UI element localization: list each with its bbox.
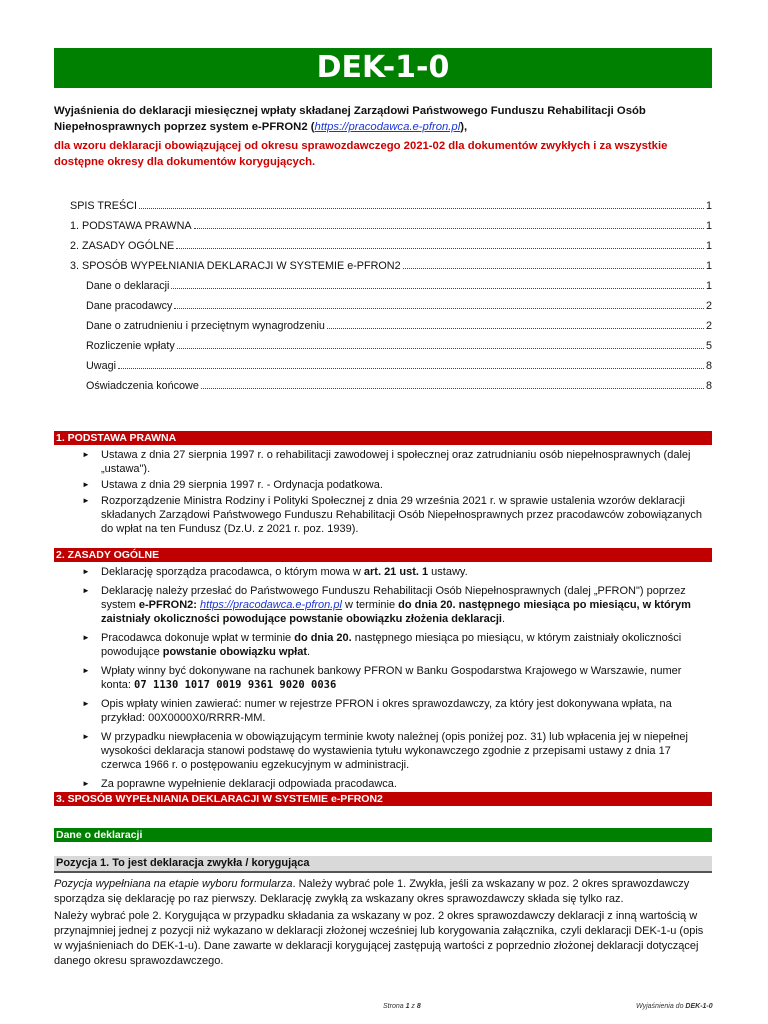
dot-leader bbox=[118, 367, 704, 369]
toc-subitem[interactable]: Oświadczenia końcowe 8 bbox=[86, 380, 712, 392]
bullet-arrow-icon: ► bbox=[82, 480, 90, 489]
legal-basis-list bbox=[54, 448, 712, 538]
toc-item[interactable]: 1. PODSTAWA PRAWNA 1 bbox=[70, 220, 712, 232]
bullet-arrow-icon: ► bbox=[82, 450, 90, 459]
position-1-paragraph-2: Należy wybrać pole 2. Korygująca w przypadku składania za wskazany w poz. 2 okres sprawozdawczy deklaracji z inną wartością w przynajmniej jednej z pozycji niż wykazano w deklaracji złożonej wcześniej lub korygowania załącznika, czyli deklaracji DEK-1-u (opis w wyjaśnieniach do DEK-1-u). Dane zawarte w deklaracji korygującej zastępują wartości z poprzednio złożonej deklaracji dotyczącej danego okresu sprawozdawczego. bbox=[54, 910, 704, 967]
list-item: ► Ustawa z dnia 27 sierpnia 1997 r. o rehabilitacji zawodowej i społecznej oraz zatrudnianiu osób niepełnosprawnych (dalej „ustawa"). bbox=[82, 449, 691, 475]
bullet-arrow-icon: ► bbox=[82, 586, 90, 595]
bullet-arrow-icon: ► bbox=[82, 732, 90, 741]
bullet-arrow-icon: ► bbox=[82, 496, 90, 505]
toc-subitem[interactable]: Rozliczenie wpłaty 5 bbox=[86, 340, 712, 352]
toc-subitem[interactable]: Dane pracodawcy 2 bbox=[86, 300, 712, 312]
dot-leader bbox=[171, 287, 704, 289]
intro-scope-note: dla wzoru deklaracji obowiązującej od okresu sprawozdawczego 2021-02 dla dokumentów zwykłych i za wszystkie dostępne okresy dla dokumentów korygujących. bbox=[54, 140, 668, 168]
document-title-banner bbox=[54, 48, 712, 88]
subsection-heading-dane-o-deklaracji: Dane o deklaracji bbox=[54, 828, 712, 842]
page-number: Strona 1 z 8 bbox=[383, 1003, 421, 1010]
pfron-link[interactable]: https://pracodawca.e-pfron.pl bbox=[314, 121, 461, 133]
dot-leader bbox=[139, 207, 704, 209]
footer-doc-name: Wyjaśnienia do DEK-1-0 bbox=[636, 1003, 713, 1010]
dot-leader bbox=[327, 327, 704, 329]
bullet-arrow-icon: ► bbox=[82, 567, 90, 576]
bullet-arrow-icon: ► bbox=[82, 633, 90, 642]
bullet-arrow-icon: ► bbox=[82, 699, 90, 708]
general-rules-list bbox=[54, 565, 712, 796]
toc-item[interactable]: 2. ZASADY OGÓLNE 1 bbox=[70, 240, 712, 252]
list-item: ► Opis wpłaty winien zawierać: numer w rejestrze PFRON i okres sprawozdawczy, za który jest dokonywana wpłata, na przykład: 00X0000X0/RRRR-MM. bbox=[82, 698, 672, 724]
section-heading-podstawa-prawna: 1. PODSTAWA PRAWNA bbox=[54, 431, 712, 445]
section-heading-zasady-ogolne: 2. ZASADY OGÓLNE bbox=[54, 548, 712, 562]
bank-account-number: 07 1130 1017 0019 9361 9020 0036 bbox=[134, 679, 337, 691]
list-item: ► Pracodawca dokonuje wpłat w terminie do dnia 20. następnego miesiąca po miesiącu, w którym zaistniały okoliczności powodujące powstanie obowiązku wpłat. bbox=[82, 632, 682, 658]
list-item: ► Deklarację sporządza pracodawca, o którym mowa w art. 21 ust. 1 ustawy. bbox=[82, 566, 468, 578]
toc-subitem[interactable]: Dane o zatrudnieniu i przeciętnym wynagrodzeniu 2 bbox=[86, 320, 712, 332]
toc-subitem[interactable]: Dane o deklaracji 1 bbox=[86, 280, 712, 292]
list-item: ► W przypadku niewpłacenia w obowiązującym terminie kwoty należnej (opis poniżej poz. 31) lub wpłacenia jej w niepełnej wysokości deklaracja stanowi podstawę do wystawienia tytułu wykonawczego zgodnie z przepisami ustawy z dnia 17 czerwca 1966 r. o postępowaniu egzekucyjnym w administracji. bbox=[82, 731, 688, 771]
list-item: ► Deklarację należy przesłać do Państwowego Funduszu Rehabilitacji Osób Niepełnosprawnych (dalej „PFRON") poprzez system e-PFRON2: https://pracodawca.e-pfron.pl w terminie do dnia 20. następnego miesiąca po miesiącu, w którym zaistniały okoliczności powodujące powstanie obowiązku złożenia deklaracji. bbox=[82, 585, 691, 625]
list-item: ► Wpłaty winny być dokonywane na rachunek bankowy PFRON w Banku Gospodarstwa Krajowego w Warszawie, numer konta: 07 1130 1017 0019 9361 9020 0036 bbox=[82, 665, 682, 691]
dot-leader bbox=[174, 307, 704, 309]
list-item: ► Rozporządzenie Ministra Rodziny i Polityki Społecznej z dnia 29 września 2021 r. w sprawie ustalenia wzorów deklaracji składanych Zarządowi Państwowego Funduszu Rehabilitacji Osób Niepełnosprawnych przez pracodawców zobowiązanych do wpłat na ten Fundusz (Dz.U. z 2021 r. poz. 1939). bbox=[82, 495, 703, 535]
table-of-contents bbox=[70, 200, 712, 400]
dot-leader bbox=[194, 227, 704, 229]
bullet-arrow-icon: ► bbox=[82, 666, 90, 675]
toc-item[interactable]: 3. SPOSÓB WYPEŁNIANIA DEKLARACJI W SYSTEMIE e-PFRON2 1 bbox=[70, 260, 712, 272]
dot-leader bbox=[403, 267, 704, 269]
toc-subitem[interactable]: Uwagi 8 bbox=[86, 360, 712, 372]
bullet-arrow-icon: ► bbox=[82, 779, 90, 788]
list-item: ► Za poprawne wypełnienie deklaracji odpowiada pracodawca. bbox=[82, 778, 397, 790]
dot-leader bbox=[176, 247, 704, 249]
dot-leader bbox=[177, 347, 704, 349]
intro-text: Wyjaśnienia do deklaracji miesięcznej wpłaty składanej Zarządowi Państwowego Funduszu Rehabilitacji Osób Niepełnosprawnych poprzez system e-PFRON2 (https://pracodawca.e-pfron.pl), bbox=[54, 105, 646, 133]
dot-leader bbox=[201, 387, 704, 389]
position-1-paragraph-1: Pozycja wypełniana na etapie wyboru formularza. Należy wybrać pole 1. Zwykła, jeśli za wskazany w poz. 2 okres sprawozdawczy sporządza się deklarację po raz pierwszy. Deklarację zwykłą za wskazany okres sprawozdawczy składa się tylko raz. bbox=[54, 878, 690, 905]
position-heading: Pozycja 1. To jest deklaracja zwykła / korygująca bbox=[54, 856, 712, 873]
pfron-link[interactable]: https://pracodawca.e-pfron.pl bbox=[200, 599, 342, 611]
toc-item[interactable]: SPIS TREŚCI 1 bbox=[70, 200, 712, 212]
document-title: DEK-1-0 bbox=[316, 50, 450, 85]
section-heading-sposob-wypelniania: 3. SPOSÓB WYPEŁNIANIA DEKLARACJI W SYSTEMIE e-PFRON2 bbox=[54, 792, 712, 806]
list-item: ► Ustawa z dnia 29 sierpnia 1997 r. - Ordynacja podatkowa. bbox=[82, 479, 383, 491]
